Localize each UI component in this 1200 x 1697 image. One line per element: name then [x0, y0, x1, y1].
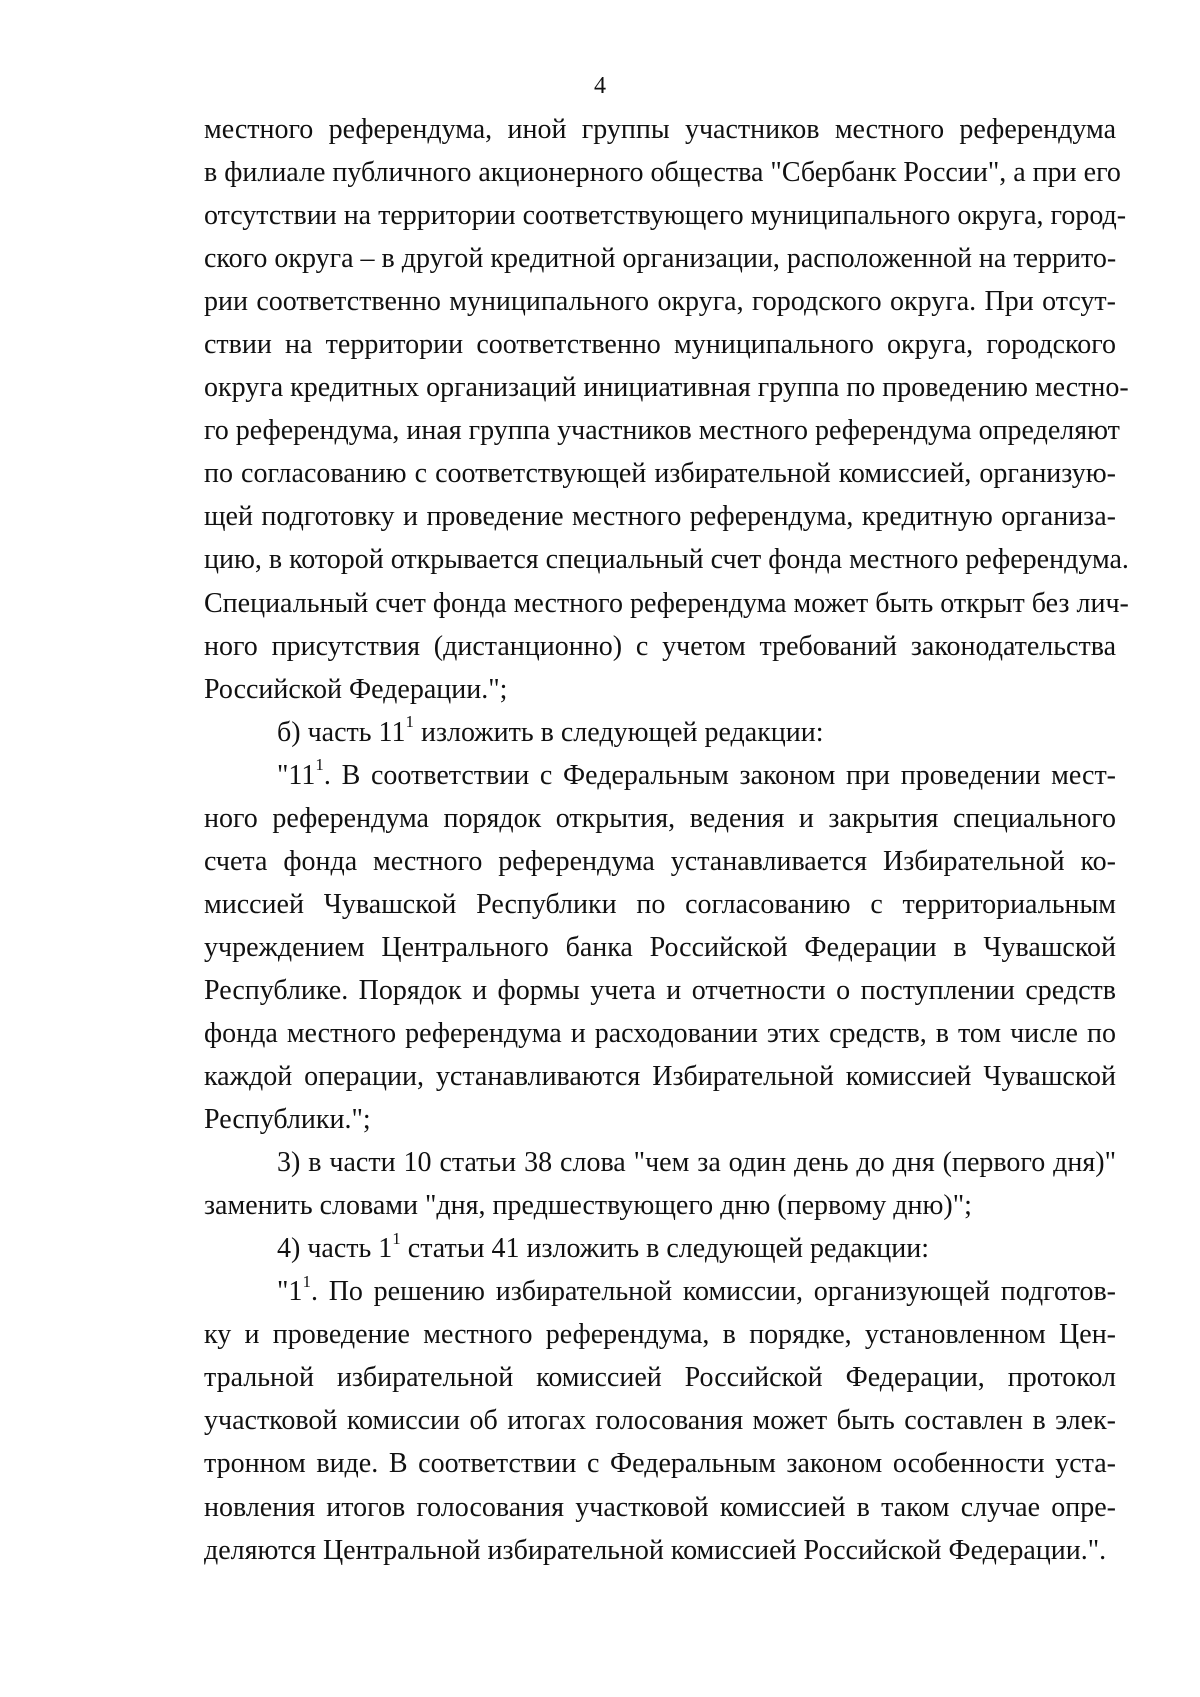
text-line: счета фонда местного референдума устанавливается Избирательной ко- [204, 845, 1116, 877]
text-line: Российской Федерации."; [204, 673, 508, 705]
text-line: каждой операции, устанавливаются Избирательной комиссией Чувашской [204, 1061, 1116, 1093]
item-b-text-rest: изложить в следующей редакции: [413, 716, 824, 748]
text-line: учреждением Центрального банка Российской Федерации в Чувашской [204, 931, 1116, 963]
text-line: округа кредитных организаций инициативная группа по проведению местно- [204, 372, 1129, 404]
quote-11-1-text-rest: . В соответствии с Федеральным законом при проведении мест- [323, 759, 1116, 791]
item-4-text-rest: статьи 41 изложить в следующей редакции: [400, 1233, 930, 1265]
superscript: 1 [405, 712, 414, 732]
text-line: тральной избирательной комиссией Российской Федерации, протокол [204, 1362, 1116, 1394]
text-line: ного референдума порядок открытия, ведения и закрытия специального [204, 802, 1116, 834]
document-body [204, 108, 1129, 1572]
text-line: ствии на территории соответственно муниципального округа, городского [204, 329, 1116, 361]
text-line: отсутствии на территории соответствующего муниципального округа, город- [204, 200, 1127, 232]
quote-1-1-text: "1 [277, 1276, 303, 1308]
text-line: го референдума, иная группа участников местного референдума определяют [204, 415, 1120, 447]
text-line: деляются Центральной избирательной комиссией Российской Федерации.". [204, 1534, 1107, 1566]
item-3-line: 3) в части 10 статьи 38 слова "чем за один день до дня (первого дня)" [277, 1147, 1116, 1179]
text-line: местного референдума, иной группы участников местного референдума [204, 114, 1116, 145]
text-line: щей подготовку и проведение местного референдума, кредитную организа- [204, 501, 1116, 533]
text-line: рии соответственно муниципального округа, городского округа. При отсут- [204, 286, 1116, 318]
text-line: заменить словами "дня, предшествующего дню (первому дню)"; [204, 1190, 972, 1222]
superscript: 1 [302, 1271, 311, 1291]
text-line: Специальный счет фонда местного референдума может быть открыт без лич- [204, 587, 1129, 619]
text-line: цию, в которой открывается специальный счет фонда местного референдума. [204, 544, 1129, 576]
quote-11-1-text: "11 [277, 759, 316, 791]
text-line: ку и проведение местного референдума, в порядке, установленном Цен- [204, 1319, 1116, 1351]
text-line: участковой комиссии об итогах голосования может быть составлен в элек- [204, 1405, 1116, 1437]
item-b-line [204, 711, 1116, 754]
page-number: 4 [594, 73, 606, 99]
text-line: по согласованию с соответствующей избирательной комиссией, организую- [204, 458, 1116, 490]
text-line: миссией Чувашской Республики по согласованию с территориальным [204, 888, 1116, 920]
superscript: 1 [315, 755, 324, 775]
text-line: ного присутствия (дистанционно) с учетом требований законодательства [204, 630, 1116, 662]
text-line: новления итогов голосования участковой комиссией в таком случае опре- [204, 1491, 1116, 1523]
quote-1-1-line [204, 1270, 1116, 1313]
quote-1-1-text-rest: . По решению избирательной комиссии, организующей подготов- [310, 1276, 1116, 1308]
quote-11-1-line [204, 754, 1116, 797]
text-line: Республики."; [204, 1104, 371, 1136]
text-line: фонда местного референдума и расходовании этих средств, в том числе по [204, 1017, 1116, 1049]
text-line: ского округа – в другой кредитной организации, расположенной на террито- [204, 243, 1117, 275]
text-line: в филиале публичного акционерного общества "Сбербанк России", а при его [204, 157, 1121, 189]
item-4-text: 4) часть 1 [277, 1233, 393, 1265]
item-4-line [204, 1227, 1116, 1270]
item-b-text: б) часть 11 [277, 716, 406, 748]
text-line: тронном виде. В соответствии с Федеральным законом особенности уста- [204, 1448, 1116, 1480]
text-line: Республике. Порядок и формы учета и отчетности о поступлении средств [204, 974, 1116, 1006]
superscript: 1 [392, 1228, 401, 1248]
